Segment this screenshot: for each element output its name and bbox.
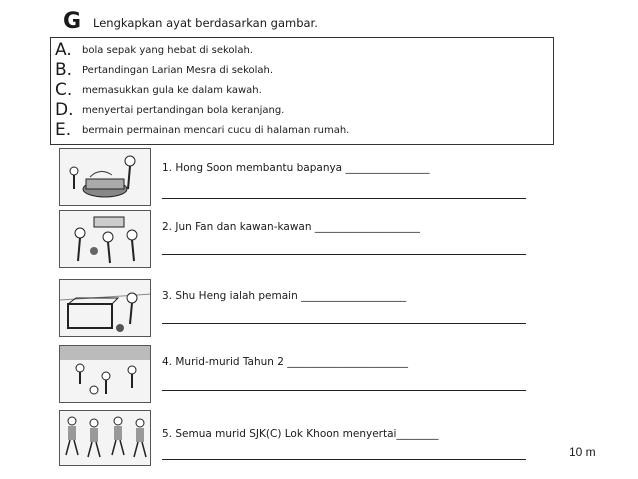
section-instruction: Lengkapkan ayat berdasarkan gambar. [93,16,318,30]
option-text: menyertai pertandingan bola keranjang. [82,105,285,116]
option-letter: A. [55,40,72,60]
question-3-text: 3. Shu Heng ialah pemain ____________________ [162,290,407,302]
option-text: Pertandingan Larian Mesra di sekolah. [82,65,274,76]
answer-line-1[interactable] [162,198,526,199]
running-race-scene-icon [59,410,151,466]
option-letter: E. [55,120,72,140]
option-text: bermain permainan mencari cucu di halaman rumah. [82,125,350,136]
answer-line-2[interactable] [162,254,526,255]
question-4-text: 4. Murid-murid Tahun 2 _______________________ [162,356,409,368]
basketball-game-scene-icon [59,210,151,268]
option-text: memasukkan gula ke dalam kawah. [82,85,262,96]
option-letter: B. [55,60,73,80]
marks-label: 10 m [569,445,596,459]
section-letter: G [63,9,82,34]
option-letter: C. [55,80,73,100]
answer-line-5[interactable] [162,459,526,460]
football-goal-scene-icon [59,279,151,337]
option-letter: D. [55,100,74,120]
option-text: bola sepak yang hebat di sekolah. [82,45,253,56]
answer-line-4[interactable] [162,390,526,391]
children-playing-yard-scene-icon [59,345,151,403]
question-2-text: 2. Jun Fan dan kawan-kawan ____________________ [162,221,420,233]
question-5-text: 5. Semua murid SJK(C) Lok Khoon menyertai________ [162,428,439,440]
cooking-pot-scene-icon [59,148,151,206]
question-1-text: 1. Hong Soon membantu bapanya ________________ [162,162,430,174]
answer-line-3[interactable] [162,323,526,324]
